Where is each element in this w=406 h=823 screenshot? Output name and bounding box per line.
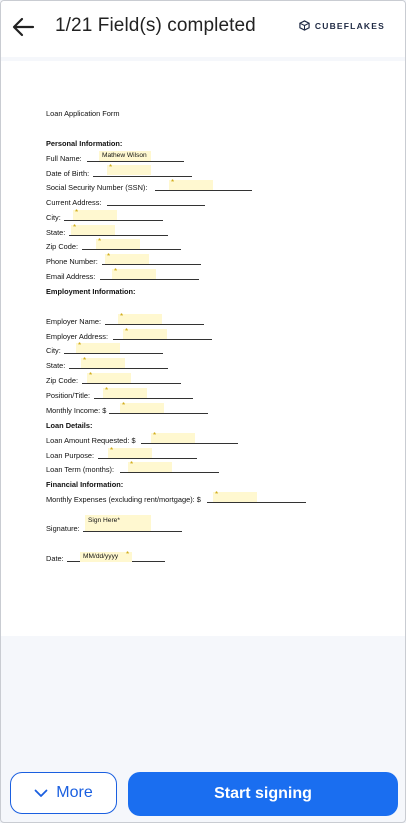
- label-city: City:: [46, 213, 61, 222]
- dob-field[interactable]: *: [107, 165, 151, 175]
- underline: [87, 161, 184, 162]
- section-employment: Employment Information:: [46, 287, 136, 296]
- label-monthly-expenses: Monthly Expenses (excluding rent/mortgage): $: [46, 495, 201, 504]
- emp-state-field[interactable]: *: [81, 358, 125, 368]
- back-arrow-icon[interactable]: [11, 14, 37, 40]
- underline: [83, 531, 182, 532]
- label-employer-name: Employer Name:: [46, 317, 102, 326]
- email-field[interactable]: *: [112, 269, 156, 279]
- state-field[interactable]: *: [71, 225, 115, 235]
- section-personal: Personal Information:: [46, 139, 123, 148]
- zip-field[interactable]: *: [96, 239, 140, 249]
- label-state: State:: [46, 228, 66, 237]
- label-zip: Zip Code:: [46, 242, 79, 251]
- section-loan: Loan Details:: [46, 421, 93, 430]
- underline: [98, 458, 197, 459]
- label-current-address: Current Address:: [46, 198, 102, 207]
- position-field[interactable]: *: [103, 388, 147, 398]
- footer-bar: [1, 758, 405, 822]
- header: [1, 1, 405, 57]
- full-name-value: Mathew Wilson: [102, 152, 147, 159]
- ssn-field[interactable]: *: [169, 180, 213, 190]
- underline: [120, 472, 219, 473]
- label-employer-address: Employer Address:: [46, 332, 109, 341]
- more-button-label: More: [56, 784, 93, 801]
- employer-address-field[interactable]: *: [123, 329, 167, 339]
- label-monthly-income: Monthly Income: $: [46, 406, 107, 415]
- label-full-name: Full Name:: [46, 154, 82, 163]
- underline: [100, 279, 199, 280]
- underline: [107, 205, 205, 206]
- underline: [113, 339, 212, 340]
- underline: [69, 368, 168, 369]
- loan-term-field[interactable]: *: [128, 462, 172, 472]
- underline: [93, 176, 192, 177]
- underline: [64, 353, 163, 354]
- label-ssn: Social Security Number (SSN):: [46, 183, 148, 192]
- loan-purpose-field[interactable]: *: [108, 448, 152, 458]
- label-signature: Signature:: [46, 524, 80, 533]
- monthly-income-field[interactable]: *: [120, 403, 164, 413]
- document-page-bottom: [1, 636, 405, 748]
- city-field[interactable]: *: [73, 210, 117, 220]
- label-emp-city: City:: [46, 346, 61, 355]
- chevron-down-icon: [34, 789, 48, 798]
- more-button[interactable]: [10, 772, 117, 814]
- label-dob: Date of Birth:: [46, 169, 90, 178]
- underline: [141, 443, 238, 444]
- label-loan-purpose: Loan Purpose:: [46, 451, 95, 460]
- section-financial: Financial Information:: [46, 480, 124, 489]
- document-page: [1, 61, 405, 636]
- underline: [69, 235, 168, 236]
- phone-field[interactable]: *: [105, 254, 149, 264]
- underline: [82, 383, 181, 384]
- signature-field[interactable]: [85, 515, 151, 531]
- page-title: 1/21 Field(s) completed: [55, 15, 256, 36]
- start-signing-button[interactable]: Start signing: [128, 772, 398, 816]
- label-position: Position/Title:: [46, 391, 91, 400]
- brand-name: CUBEFLAKES: [314, 20, 385, 31]
- underline: [102, 264, 201, 265]
- underline: [94, 398, 193, 399]
- employer-name-field[interactable]: *: [118, 314, 162, 324]
- emp-zip-field[interactable]: *: [87, 373, 131, 383]
- form-title: Loan Application Form: [46, 109, 120, 118]
- underline: [64, 220, 163, 221]
- underline: [207, 502, 306, 503]
- label-phone: Phone Number:: [46, 257, 98, 266]
- label-loan-amount: Loan Amount Requested: $: [46, 436, 136, 445]
- emp-city-field[interactable]: *: [76, 343, 120, 353]
- signature-placeholder: Sign Here*: [88, 517, 120, 524]
- label-loan-term: Loan Term (months):: [46, 465, 115, 474]
- label-emp-state: State:: [46, 361, 66, 370]
- cube-logo-icon: [299, 20, 310, 31]
- loan-amount-field[interactable]: *: [151, 433, 195, 443]
- underline: [82, 249, 181, 250]
- date-field[interactable]: MM/dd/yyyy *: [80, 552, 132, 562]
- underline: [109, 413, 208, 414]
- label-date: Date:: [46, 554, 64, 563]
- label-email: Email Address:: [46, 272, 96, 281]
- underline: [105, 324, 204, 325]
- underline: [155, 190, 252, 191]
- brand-logo: [299, 20, 385, 31]
- monthly-expenses-field[interactable]: *: [213, 492, 257, 502]
- label-emp-zip: Zip Code:: [46, 376, 79, 385]
- full-name-field[interactable]: [99, 151, 151, 161]
- date-placeholder: MM/dd/yyyy: [83, 553, 119, 560]
